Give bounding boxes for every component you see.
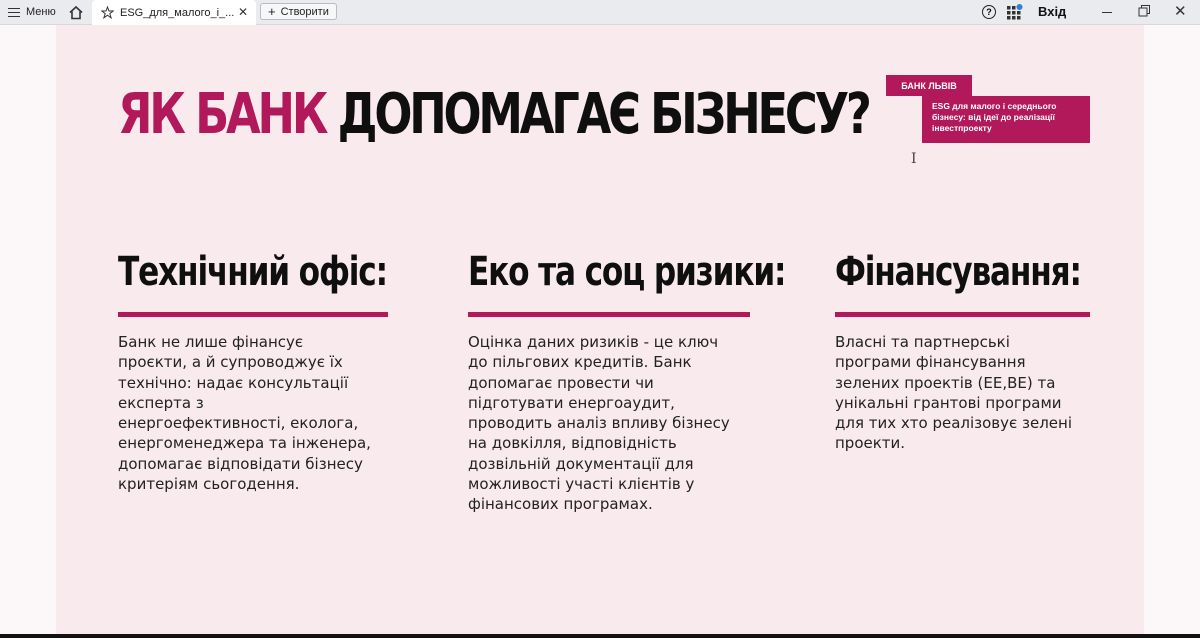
hamburger-icon <box>8 8 20 17</box>
tab-title: ESG_для_малого_і_... <box>120 6 235 19</box>
text-line: підготувати енергоаудит, <box>468 393 675 412</box>
heading-accent: ЯК БАНК <box>118 82 326 147</box>
column-divider <box>835 312 1090 317</box>
create-label: Створити <box>280 5 329 18</box>
column-title-financing: Фінансування: <box>835 249 1081 295</box>
text-line: енергоефективності, еколога, <box>118 414 359 433</box>
text-line: Власні та партнерські <box>835 333 1010 351</box>
text-line: зелених проектів (ЕЕ,ВЕ) та <box>835 373 1056 392</box>
maximize-icon[interactable] <box>1137 3 1151 19</box>
star-icon[interactable] <box>100 6 114 20</box>
heading-rest: ДОПОМАГАЄ БІЗНЕСУ? <box>337 82 869 147</box>
text-line: дозвільній документації для <box>468 454 694 473</box>
column-divider <box>468 312 750 317</box>
text-line: проводить аналіз впливу бізнесу <box>468 414 730 433</box>
text-line: фінансових програмах. <box>468 495 653 514</box>
menu-label: Меню <box>26 6 56 18</box>
badge-line: інвестпроекту <box>932 123 992 133</box>
column-text-technical-office <box>118 332 371 494</box>
event-badge <box>922 96 1090 143</box>
taskbar-edge <box>0 634 1200 638</box>
text-line: допомагає провести чи <box>468 373 654 392</box>
app-toolbar <box>0 0 1200 25</box>
text-line: програми фінансування <box>835 353 1026 372</box>
text-line: до пільгових кредитів. Банк <box>468 353 692 372</box>
badge-line: ESG для малого і середнього <box>932 101 1057 111</box>
column-text-financing <box>835 332 1072 454</box>
text-line: допомагає відповідати бізнесу <box>118 454 363 473</box>
badge-line: бізнесу: від ідеї до реалізації <box>932 112 1055 122</box>
login-button[interactable]: Вхід <box>1038 4 1067 19</box>
minimize-icon[interactable] <box>1100 3 1114 19</box>
slide <box>56 25 1144 634</box>
menu-button[interactable] <box>8 4 56 20</box>
text-line: Банк не лише фінансує <box>118 333 304 351</box>
close-icon[interactable]: ✕ <box>237 5 248 19</box>
text-line: Оцінка даних ризиків - це ключ <box>468 333 719 351</box>
text-line: проєкти, а й супроводжує їх <box>118 353 343 372</box>
column-title-technical-office: Технічний офіс: <box>118 249 387 295</box>
document-tab[interactable] <box>92 0 256 25</box>
slide-heading <box>118 82 869 147</box>
text-line: експерта з <box>118 393 204 412</box>
text-line: енергоменеджера та інженера, <box>118 434 371 453</box>
text-line: унікальні грантові програми <box>835 393 1062 412</box>
document-viewer[interactable] <box>0 25 1200 634</box>
column-divider <box>118 312 388 317</box>
text-line: проекти. <box>835 434 906 453</box>
column-text-eco-social-risks <box>468 332 730 515</box>
close-window-icon[interactable]: ✕ <box>1174 3 1187 20</box>
home-icon <box>68 5 84 20</box>
help-icon[interactable]: ? <box>982 5 996 19</box>
text-line: критеріям сьогодення. <box>118 475 300 494</box>
text-line: можливості участі клієнтів у <box>468 475 695 494</box>
text-line: на довкілля, відповідність <box>468 434 677 453</box>
home-button[interactable] <box>66 3 86 21</box>
text-cursor-icon: I <box>911 151 917 167</box>
text-line: для тих хто реалізовує зелені <box>835 414 1073 433</box>
create-button[interactable] <box>260 3 337 20</box>
bank-badge: БАНК ЛЬВІВ <box>886 75 972 96</box>
apps-grid-icon[interactable] <box>1007 4 1023 20</box>
text-line: технічно: надає консультації <box>118 373 349 392</box>
plus-icon: + <box>268 4 276 19</box>
column-title-eco-social-risks: Еко та соц ризики: <box>468 249 786 295</box>
